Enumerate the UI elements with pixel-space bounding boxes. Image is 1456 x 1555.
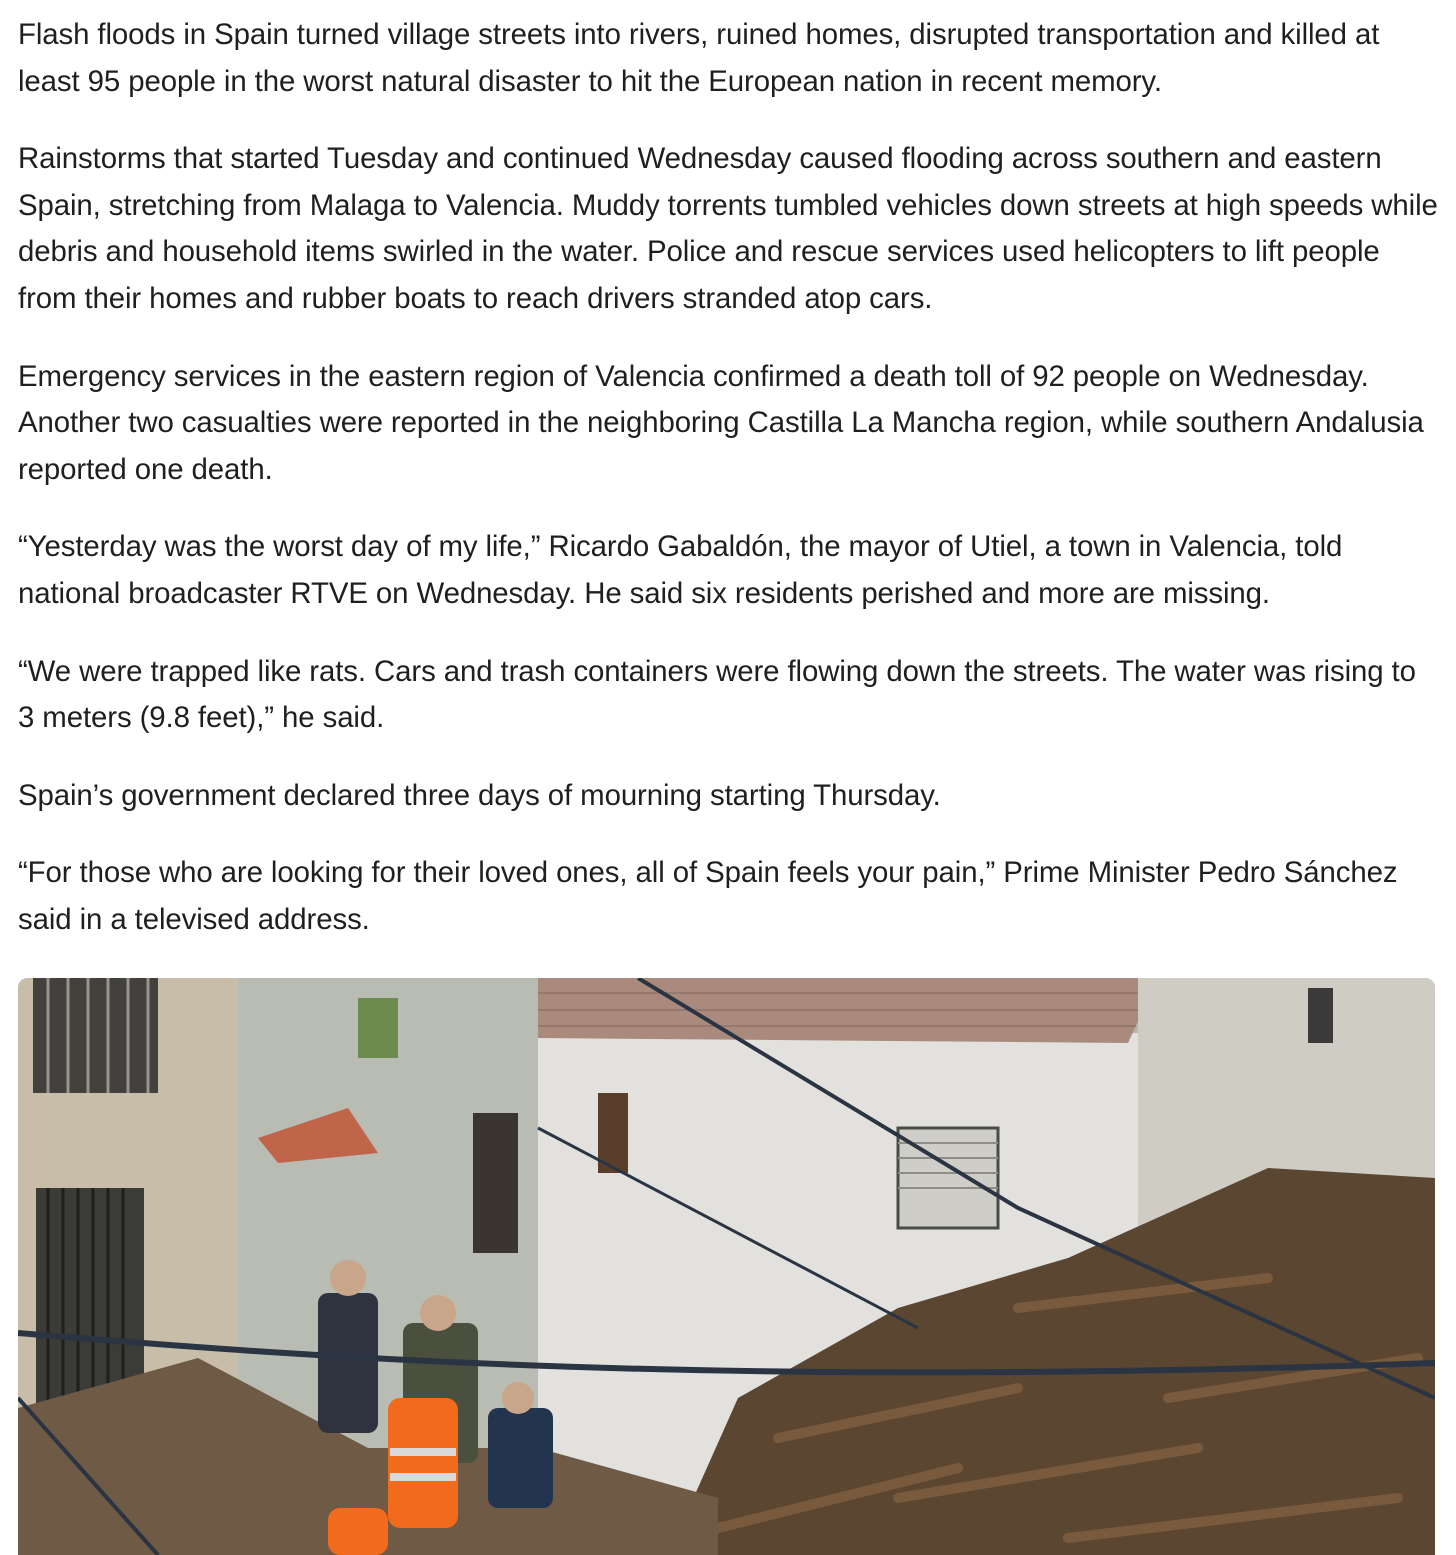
paragraph-death-toll: Emergency services in the eastern region of Valencia confirmed a death toll of 92 people on Wednesday. Another two casualties were reported in the neighboring Castilla La Mancha region, while southern Andalusia reported one death.	[18, 359, 1424, 486]
paragraph-intro: Flash floods in Spain turned village streets into rivers, ruined homes, disrupted transportation and killed at least 95 people in the worst natural disaster to hit the European nation in recent memory.	[18, 18, 1380, 98]
paragraph-trapped-quote: “We were trapped like rats. Cars and trash containers were flowing down the streets. The water was rising to 3 meters (9.8 feet),” he said.	[18, 654, 1416, 735]
paragraph-mourning: Spain’s government declared three days of mourning starting Thursday.	[18, 778, 941, 812]
paragraph-prime-minister: “For those who are looking for their loved ones, all of Spain feels your pain,” Prime Minister Pedro Sánchez said in a televised address.	[18, 856, 1398, 936]
flood-photo	[18, 978, 1435, 1555]
paragraph-rainstorms: Rainstorms that started Tuesday and continued Wednesday caused flooding across southern and eastern Spain, stretching from Malaga to Valencia. Muddy torrents tumbled vehicles down streets at high speeds while debris and household items swirled in the water. Police and rescue services used helicopters to lift people from their homes and rubber boats to reach drivers stranded atop cars.	[18, 142, 1438, 315]
orange-vest-worker	[388, 1398, 458, 1528]
paragraph-mayor-quote: “Yesterday was the worst day of my life,” Ricardo Gabaldón, the mayor of Utiel, a town in Valencia, told national broadcaster RTVE on Wednesday. He said six residents perished and more are missing.	[18, 530, 1343, 610]
article-body	[18, 12, 1440, 975]
